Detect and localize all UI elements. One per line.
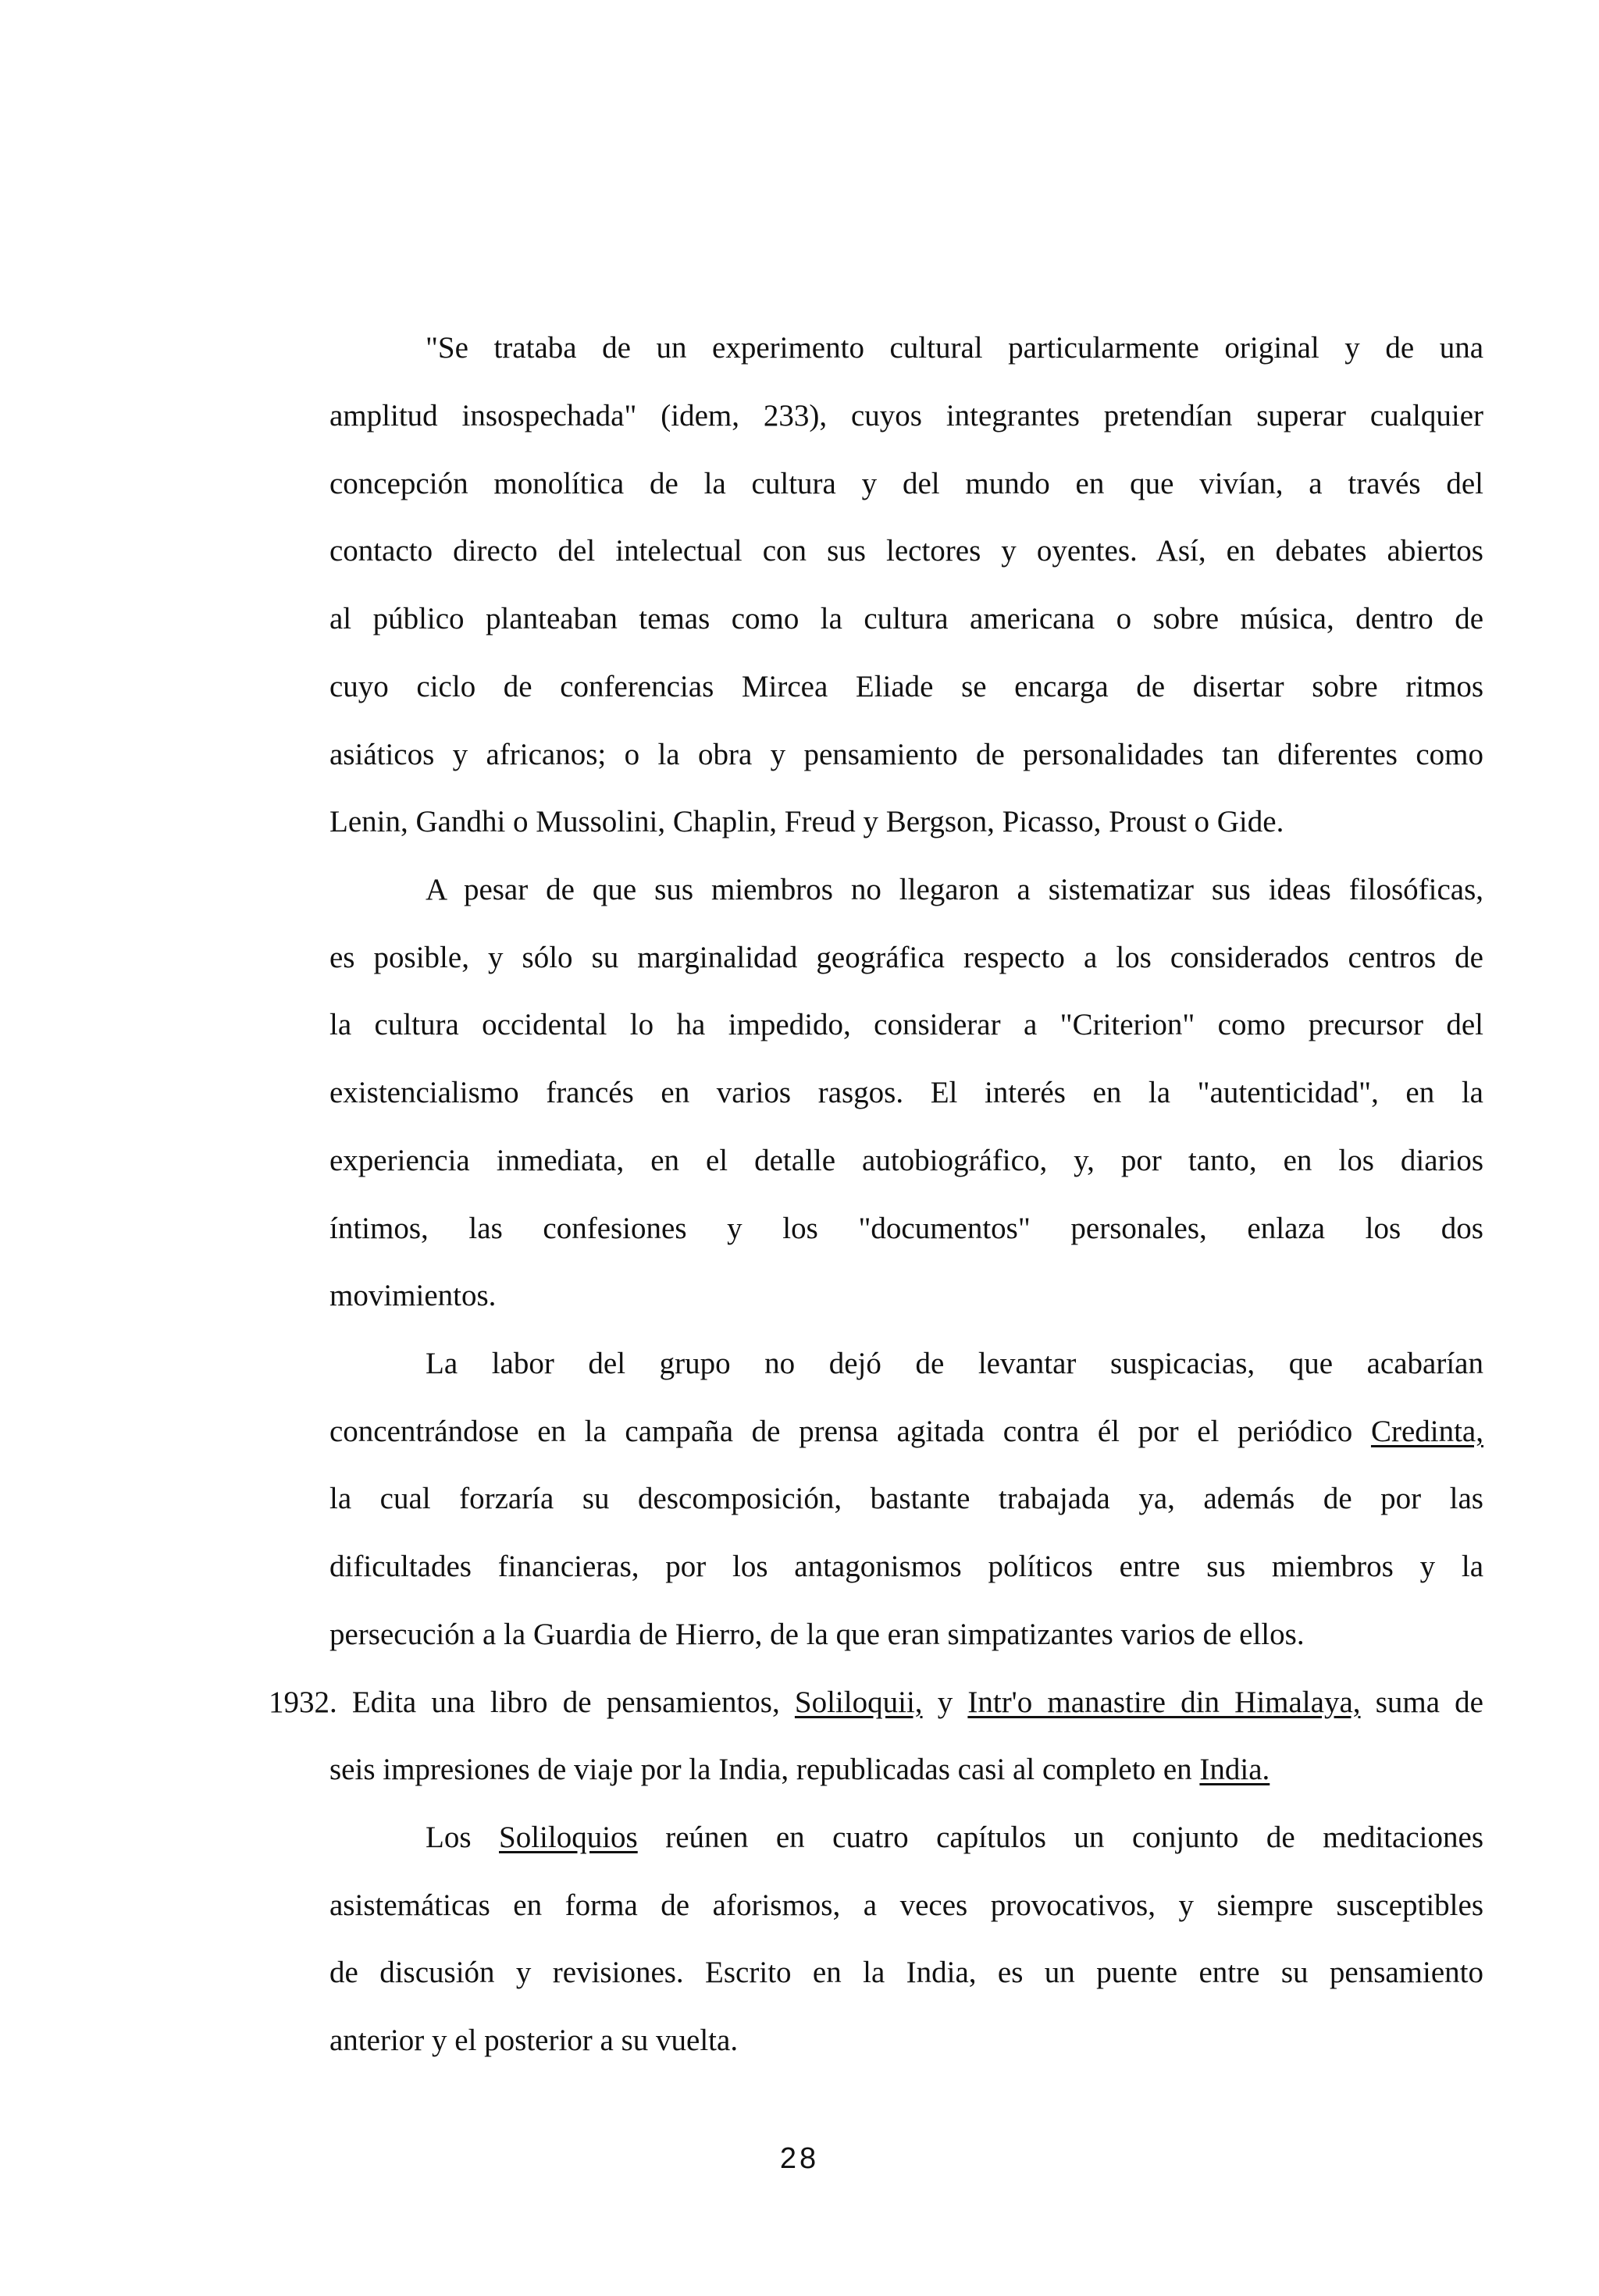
text-segment: y xyxy=(937,1686,968,1719)
text-line: La labor del grupo no dejó de levantar suspicacias, que acabarían xyxy=(426,1347,1483,1380)
text-line: cuyo ciclo de conferencias Mircea Eliade se encarga de disertar sobre ritmos xyxy=(329,670,1483,703)
text-segment: Edita una libro de pensamientos, xyxy=(351,1686,795,1719)
title-india: India. xyxy=(1199,1753,1270,1786)
text-segment: suma de xyxy=(1375,1686,1483,1719)
text-line: A pesar de que sus miembros no llegaron a sistematizar sus ideas filosóficas, xyxy=(426,873,1483,906)
title-soliloquii: Soliloquii, xyxy=(794,1686,923,1719)
text-line: existencialismo francés en varios rasgos. El interés en la "autenticidad", en la xyxy=(329,1076,1483,1109)
text-segment: seis impresiones de viaje por la India, republicadas casi al completo en xyxy=(329,1753,1200,1786)
text-line xyxy=(426,1814,1483,1861)
text-line: asistemáticas en forma de aforismos, a veces provocativos, y siempre susceptibles xyxy=(329,1888,1483,1922)
text-line: dificultades financieras, por los antagonismos políticos entre sus miembros y la xyxy=(329,1550,1483,1583)
page-number: 28 xyxy=(779,2142,820,2175)
text-line: íntimos, las confesiones y los "documentos" personales, enlaza los dos xyxy=(329,1212,1483,1245)
text-line: amplitud insospechada" (idem, 233), cuyos integrantes pretendían superar cualquier xyxy=(329,399,1483,433)
text-line: contacto directo del intelectual con sus lectores y oyentes. Así, en debates abiertos xyxy=(329,534,1483,568)
title-soliloquios: Soliloquios xyxy=(499,1821,638,1854)
text-line xyxy=(269,1679,1483,1726)
text-line: concepción monolítica de la cultura y del mundo en que vivían, a través del xyxy=(329,467,1483,500)
text-line: al público planteaban temas como la cultura americana o sobre música, dentro de xyxy=(329,602,1483,635)
text-line: experiencia inmediata, en el detalle autobiográfico, y, por tanto, en los diarios xyxy=(329,1144,1483,1177)
title-credinta: Credinta, xyxy=(1370,1415,1483,1448)
text-segment: concentrándose en la campaña de prensa agitada contra él por el periódico xyxy=(329,1415,1371,1448)
text-line: Lenin, Gandhi o Mussolini, Chaplin, Freud y Bergson, Picasso, Proust o Gide. xyxy=(329,805,1284,838)
text-line: asiáticos y africanos; o la obra y pensamiento de personalidades tan diferentes como xyxy=(329,738,1483,771)
text-line: movimientos. xyxy=(329,1279,497,1312)
text-segment: reúnen en cuatro capítulos un conjunto de meditaciones xyxy=(637,1821,1484,1854)
title-himalaya: Intr'o manastire din Himalaya, xyxy=(967,1686,1361,1719)
text-line: anterior y el posterior a su vuelta. xyxy=(329,2024,739,2057)
text-line: de discusión y revisiones. Escrito en la India, es un puente entre su pensamiento xyxy=(329,1956,1483,1989)
text-line: "Se trataba de un experimento cultural particularmente original y de una xyxy=(426,331,1483,365)
year-label: 1932. xyxy=(269,1686,337,1719)
text-line xyxy=(329,1408,1483,1455)
text-line: persecución a la Guardia de Hierro, de la que eran simpatizantes varios de ellos. xyxy=(329,1618,1305,1651)
text-segment: Los xyxy=(426,1821,500,1854)
text-line: la cual forzaría su descomposición, bastante trabajada ya, además de por las xyxy=(329,1482,1483,1515)
text-line: la cultura occidental lo ha impedido, considerar a "Criterion" como precursor del xyxy=(329,1008,1483,1041)
text-line xyxy=(329,1746,1483,1793)
text-line: es posible, y sólo su marginalidad geográfica respecto a los considerados centros de xyxy=(329,941,1483,974)
